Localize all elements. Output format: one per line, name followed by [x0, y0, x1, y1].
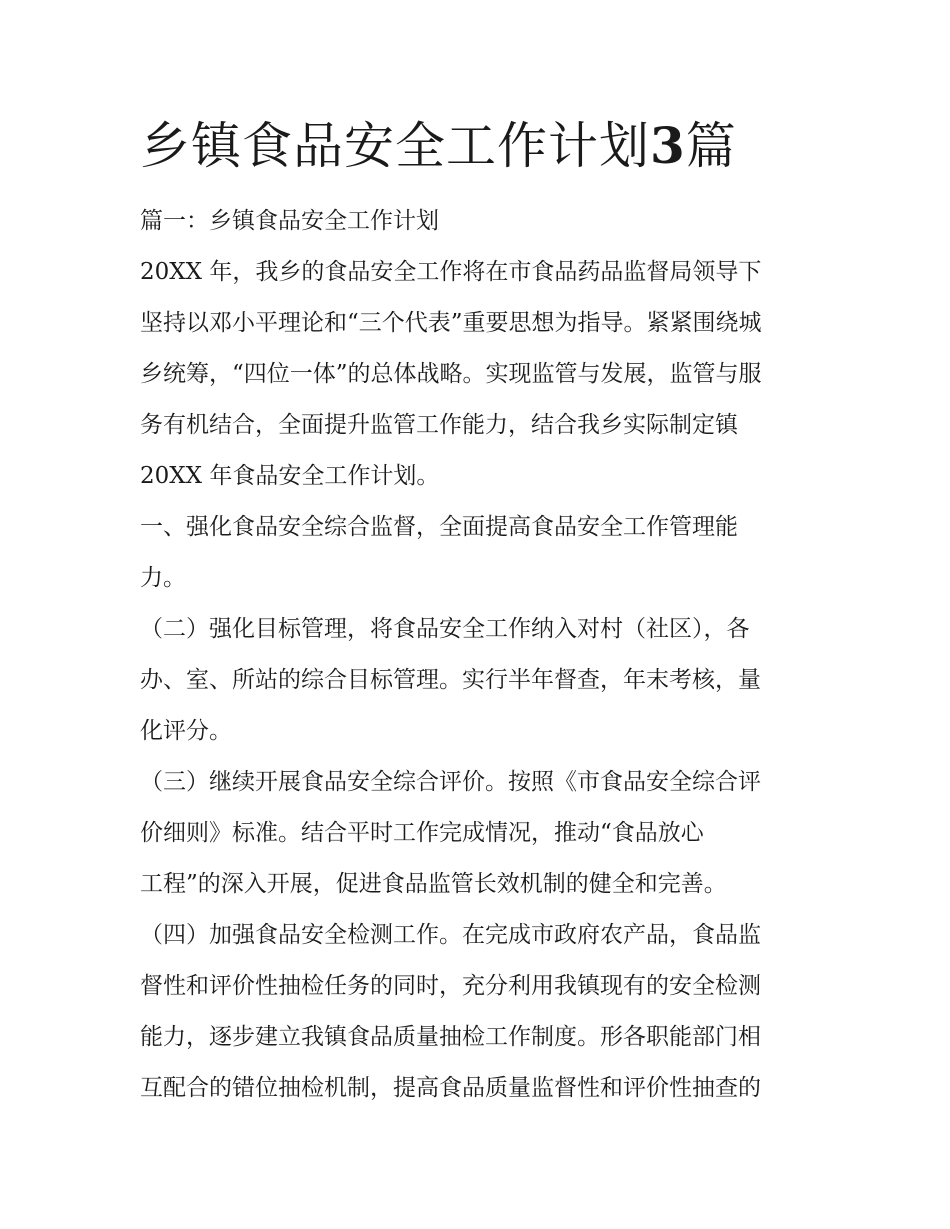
body-line-12: 价细则》标准。结合平时工作完成情况，推动“食品放心 — [140, 820, 704, 846]
body-line-9: 办、室、所站的综合目标管理。实行半年督查，年末考核，量 — [140, 667, 761, 693]
title-suffix: 篇 — [685, 117, 737, 175]
body-line-2: 坚持以邓小平理论和“三个代表”重要思想为指导。紧紧围绕城 — [140, 310, 762, 336]
body-line-13: 工程”的深入开展，促进食品监管长效机制的健全和完善。 — [140, 871, 727, 897]
body-line-4: 务有机结合，全面提升监管工作能力，结合我乡实际制定镇 — [140, 412, 738, 438]
body-line-14: （四）加强食品安全检测工作。在完成市政府农产品，食品监 — [140, 922, 761, 948]
title-text: 乡镇食品安全工作计划 — [140, 117, 650, 175]
body-line-17: 互配合的错位抽检机制，提高食品质量监督性和评价性抽查的 — [140, 1075, 761, 1101]
title-number: 3 — [650, 116, 686, 175]
body-line-1: 20XX 年，我乡的食品安全工作将在市食品药品监督局领导下 — [140, 259, 762, 285]
body-line-6: 一、强化食品安全综合监督，全面提高食品安全工作管理能 — [140, 514, 738, 540]
body-line-5: 20XX 年食品安全工作计划。 — [140, 463, 440, 489]
document-title — [140, 116, 737, 176]
body-line-7: 力。 — [140, 565, 186, 591]
body-line-16: 能力，逐步建立我镇食品质量抽检工作制度。形各职能部门相 — [140, 1024, 761, 1050]
body-line-15: 督性和评价性抽检任务的同时，充分利用我镇现有的安全检测 — [140, 973, 761, 999]
body-line-11: （三）继续开展食品安全综合评价。按照《市食品安全综合评 — [140, 769, 761, 795]
section-heading: 篇一：乡镇食品安全工作计划 — [140, 208, 439, 234]
body-line-3: 乡统筹，“四位一体”的总体战略。实现监管与发展，监管与服 — [140, 361, 762, 387]
body-line-10: 化评分。 — [140, 718, 232, 744]
body-line-8: （二）强化目标管理，将食品安全工作纳入对村（社区），各 — [140, 616, 750, 642]
